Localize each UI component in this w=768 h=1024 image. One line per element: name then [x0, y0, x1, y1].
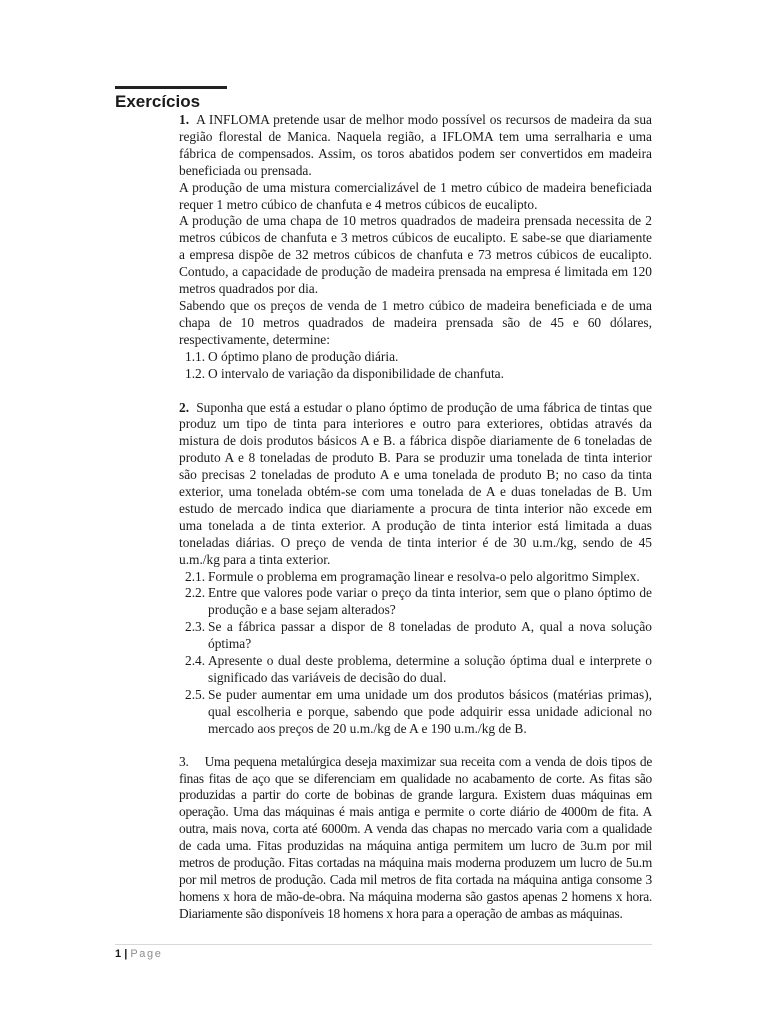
exercise-content [179, 112, 652, 923]
item-number: 2.4. [185, 653, 206, 669]
exercise-2-item [179, 687, 652, 738]
page-number: 1 [115, 948, 122, 960]
exercise-2-number: 2. [179, 399, 190, 415]
item-number: 2.3. [185, 619, 206, 635]
item-text: Se a fábrica passar a dispor de 8 toneladas de produto A, qual a nova solução óptima? [208, 619, 652, 652]
item-number: 2.1. [185, 568, 206, 584]
item-text: Entre que valores pode variar o preço da tinta interior, sem que o plano óptimo de produção e a base sejam alterados? [208, 585, 652, 618]
page-heading: Exercícios [115, 92, 201, 111]
item-number: 1.1. [185, 348, 206, 364]
heading-rule [115, 86, 227, 89]
exercise-1-paragraph: A produção de uma mistura comercializável de 1 metro cúbico de madeira beneficiada requer 1 metro cúbico de chanfuta e 4 metros cúbicos de eucalipto. [179, 179, 652, 212]
item-text: Se puder aumentar em uma unidade um dos produtos básicos (matérias primas), qual escolheria e porque, sabendo que pode adquirir essa unidade adicional no mercado aos preços de 20 u.m./kg de A e 190 u.m./kg de B. [208, 686, 652, 736]
page-label: Page [130, 948, 163, 960]
exercise-3-intro [179, 754, 652, 923]
exercise-3-number: 3. [179, 753, 189, 769]
item-number: 1.2. [185, 365, 206, 381]
exercise-1-item [179, 366, 652, 383]
item-number: 2.2. [185, 585, 206, 601]
exercise-1-paragraph: Sabendo que os preços de venda de 1 metro cúbico de madeira beneficiada e de uma chapa de 10 metros quadrados de madeira prensada são de 45 e 60 dólares, respectivamente, determine: [179, 297, 652, 347]
exercise-2-item [179, 619, 652, 653]
item-number: 2.5. [185, 686, 206, 702]
page-footer [115, 948, 162, 960]
item-text: Apresente o dual deste problema, determine a solução óptima dual e interprete o significado das variáveis de decisão do dual. [208, 653, 652, 685]
exercise-2-item [179, 569, 652, 586]
exercise-2-item [179, 653, 652, 687]
item-text: O intervalo de variação da disponibilidade de chanfuta. [208, 365, 504, 381]
exercise-2-intro [179, 400, 652, 569]
exercise-1-paragraph: A INFLOMA pretende usar de melhor modo possível os recursos de madeira da sua região florestal de Manica. Naquela região, a IFLOMA tem uma serralharia e uma fábrica de compensados. Assim, os toros abatidos podem ser convertidos em madeira beneficiada ou prensada. [179, 112, 652, 178]
exercise-2-text: Suponha que está a estudar o plano óptimo de produção de uma fábrica de tintas que produz um tipo de tinta para interiores e outro para exteriores, obtidas através da mistura de dois produtos básicos A e B. a fábrica dispõe diariamente de 6 toneladas de produto A e 8 toneladas de produto B. Para se produzir uma tonelada de tinta interior são precisas 2 toneladas de produto A e uma tonelada de produto B; no caso da tinta exterior, uma tonelada obtém-se com uma tonelada de A e duas toneladas de B. Um estudo de mercado indica que diariamente a procura de tinta interior não excede em uma tonelada a de tinta exterior. A produção de tinta interior está limitada a duas toneladas diárias. O preço de venda de tinta interior é de 30 u.m./kg, sendo de 45 u.m./kg para a tinta exterior. [179, 399, 652, 567]
exercise-1-intro [179, 112, 652, 180]
footer-separator: | [124, 948, 128, 960]
footer-rule [115, 944, 652, 945]
exercise-2-item [179, 585, 652, 619]
item-text: O óptimo plano de produção diária. [208, 348, 399, 364]
item-text: Formule o problema em programação linear e resolva-o pelo algoritmo Simplex. [208, 568, 640, 584]
exercise-1-number: 1. [179, 112, 190, 127]
exercise-1-item [179, 349, 652, 366]
exercise-3-text: Uma pequena metalúrgica deseja maximizar sua receita com a venda de dois tipos de finas fitas de aço que se diferenciam em qualidade no acabamento de corte. As fitas são produzidas a partir do corte de bobinas de grande largura. Existem duas máquinas em operação. Uma das máquinas é mais antiga e permite o corte diário de 4000m de fita. A outra, mais nova, corta até 6000m. A venda das chapas no mercado varia com a qualidade de cada uma. Fitas produzidas na máquina antiga permitem um lucro de 3u.m por mil metros de produção. Fitas cortadas na máquina mais moderna produzem um lucro de 5u.m por mil metros de produção. Cada mil metros de fita cortada na máquina antiga consome 3 homens x hora de mão-de-obra. Na máquina moderna são gastos apenas 2 homens x hora. Diariamente são disponíveis 18 homens x hora para a operação de ambas as máquinas. [179, 753, 653, 921]
exercise-1-paragraph: A produção de uma chapa de 10 metros quadrados de madeira prensada necessita de 2 metros cúbicos de chanfuta e 3 metros cúbicos de eucalipto. E sabe-se que diariamente a empresa dispõe de 32 metros cúbicos de chanfuta e 73 metros cúbicos de eucalipto. Contudo, a capacidade de produção de madeira prensada na empresa é limitada em 120 metros quadrados por dia. [179, 213, 652, 297]
